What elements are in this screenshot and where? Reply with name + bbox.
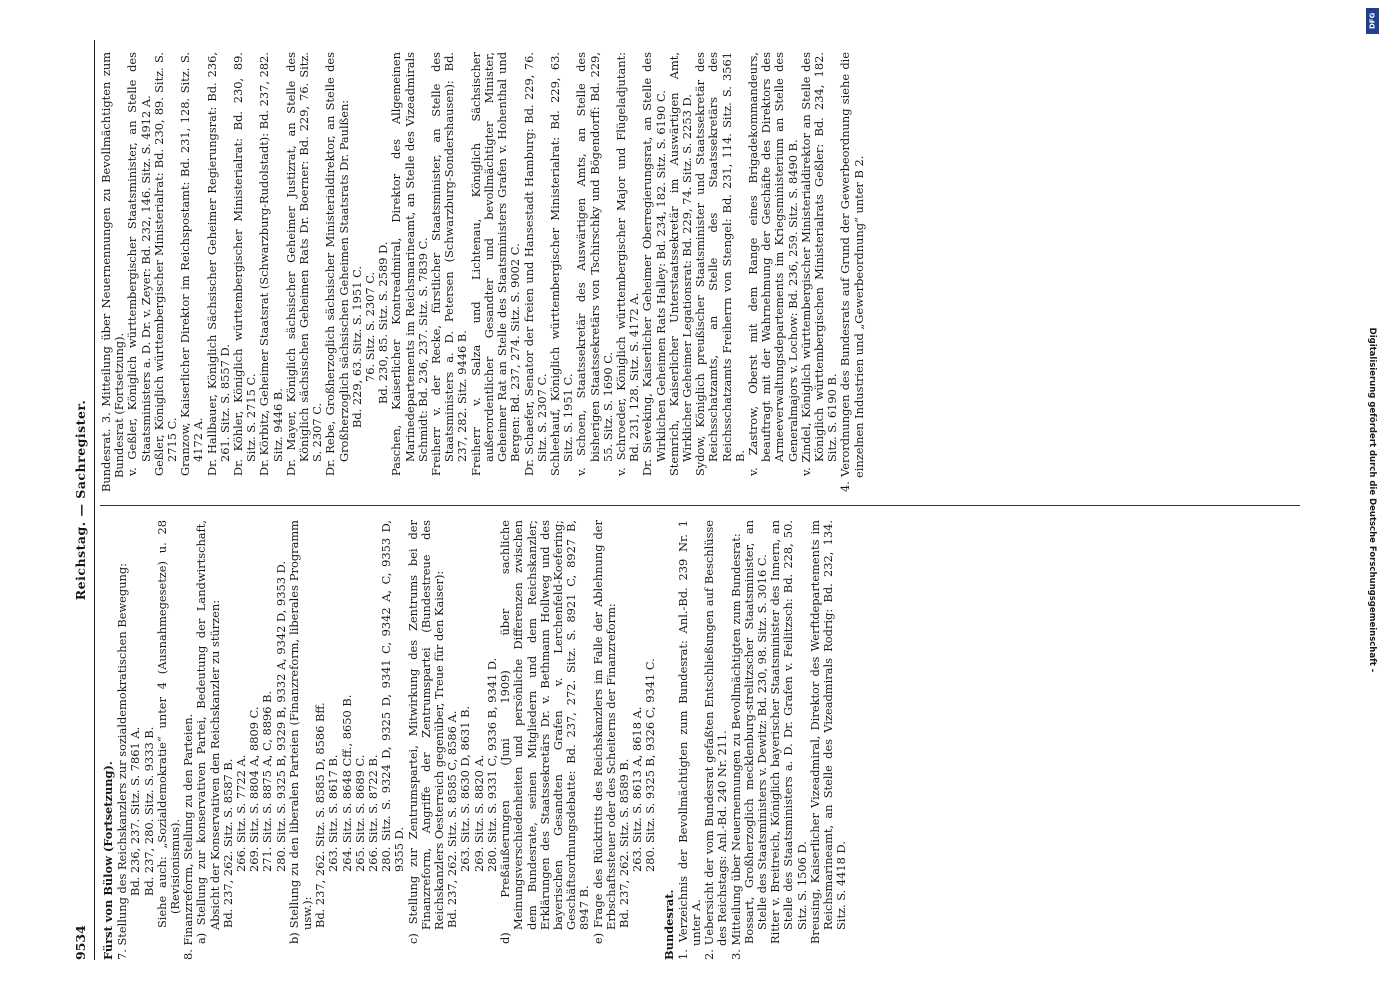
section-heading: Fürst von Bülow (Fortsetzung).	[101, 761, 115, 960]
index-entry: Sydow, Königlich preußischer Staatsminister und Staatssekretär des Reichsschatzamts, an Stelle des Staatssekretärs des Reichsschatzamts Freiherrn von Stengel: Bd. 231, 114. Sitz. S. 3561 B.	[693, 48, 747, 476]
index-entry: Bundesrat. 3. Mitteilung über Neuernennungen zu Bevollmächtigten zum Bundesrat (Fortsetzung).	[99, 48, 127, 492]
index-entry: Stemrich, Kaiserlicher Unterstaatssekretär im Auswärtigen Amt, Wirklicher Geheimer Legationsrat: Bd. 229, 74. Sitz. S. 2253 D.	[666, 48, 694, 476]
right-column	[99, 48, 1300, 492]
index-entry: Bd. 237, 262. Sitz. S. 8585 D, 8586 Bff.	[313, 702, 328, 928]
index-entry: 1. Verzeichnis der Bevollmächtigten zum Bundesrat: Anl.-Bd. 239 Nr. 1 unter A.	[675, 516, 703, 960]
index-entry: Dr. Hallbauer, Königlich Sächsischer Geheimer Regierungsrat: Bd. 236, 261. Sitz. S. 8557 D.	[204, 48, 232, 476]
index-entry: Bd. 237, 262. Sitz. S. 8589 B.	[616, 758, 631, 928]
scanned-page	[70, 40, 1300, 960]
index-entry: v. Schroeder, Königlich württembergischer Major und Flügeladjutant: Bd. 231, 128. Sitz. S. 4172 A.	[613, 48, 642, 476]
index-entry: v. Geßler, Königlich württembergischer Staatsminister, an Stelle des Staatsministers a. D. Dr. v. Zeyer: Bd. 232, 146. Sitz. S. 4912 A.	[125, 48, 153, 476]
index-entry: 266. Sitz. S. 7722 A.	[234, 754, 249, 872]
index-entry: 280. Sitz. S. 9325 B, 9326 C, 9341 C.	[643, 658, 658, 872]
index-entry: v. Schoen, Staatssekretär des Auswärtigen Amts, an Stelle des bisherigen Staatssekretärs von Tschirschky und Bögendorff: Bd. 229, 55. Sitz. S. 1690 C.	[574, 48, 615, 476]
index-entry: 3. Mitteilung über Neuernennungen zu Bevollmächtigten zum Bundesrat:	[728, 533, 743, 960]
index-entry: 4. Verordnungen des Bundesrats auf Grund der Gewerbeordnung siehe die einzelnen Industrien und „Gewerbeordnung“ unter B 2.	[838, 48, 866, 492]
running-title: Reichstag. — Sachregister.	[73, 399, 88, 601]
left-column	[100, 516, 1300, 960]
index-entry: 280. Sitz. S. 9331 C, 9336 B, 9341 D.	[484, 657, 499, 872]
index-entry: Paschen, Kaiserlicher Kontreadmiral, Direktor des Allgemeinen Marinedepartements im Reichsmarineamt, an Stelle des Vizeadmirals Schmidt: Bd. 236, 237. Sitz. S. 7839 C.	[389, 48, 430, 476]
index-entry: Dr. Köhler, Königlich württembergischer Ministerialrat: Bd. 230, 89. Sitz. S. 2715 C.	[231, 48, 259, 476]
page-number: 9534	[73, 925, 88, 960]
index-entry: Granzow, Kaiserlicher Direktor im Reichspostamt: Bd. 231, 128. Sitz. S. 4172 A.	[178, 48, 206, 476]
index-entry: a) Stellung zur konservativen Partei, Bedeutung der Landwirtschaft, Absicht der Konservativen den Reichskanzler zu stürzen:	[194, 516, 222, 944]
index-entry: 8. Finanzreform, Stellung zu den Parteien.	[181, 713, 196, 960]
index-entry: Ritter v. Breitreich, Königlich bayerischer Staatsminister des Innern, an Stelle des Staatsministers a. D. Dr. Grafen v. Feilitzsch: Bd. 228, 50. Sitz. S. 1506 D.	[768, 516, 809, 944]
running-header	[70, 40, 94, 960]
index-entry: Bd. 229, 63. Sitz. S. 1951 C.	[349, 265, 364, 428]
index-entry: v. Zastrow, Oberst mit dem Range eines Brigadekommandeurs, beauftragt mit der Wahrnehmung der Geschäfte des Direktors des Armeeverwaltungsdepartements im Kriegsministerium an Stelle des Generalmajors v. Lochow: Bd. 236, 259. Sitz. S. 8490 B.	[745, 48, 800, 476]
index-entry: 269. Sitz. S. 8820 A.	[471, 754, 486, 872]
digitization-credit: Digitalisierung gefördert durch die Deutsche Forschungsgemeinschaft -	[1367, 327, 1377, 673]
index-entry: e) Frage des Rücktritts des Reichskanzlers im Falle der Ablehnung der Erbschaftssteuer oder des Scheiterns der Finanzreform:	[590, 516, 618, 944]
index-entry: 263. Sitz. S. 8613 A, 8618 A.	[630, 706, 645, 872]
index-entry: Breusing, Kaiserlicher Vizeadmiral, Direktor des Werftdepartements im Reichsmarineamt, an Stelle des Vizeadmirals Rodrig: Bd. 232, 134. Sitz. S. 4418 D.	[807, 516, 849, 944]
index-entry: 2. Uebersicht der vom Bundesrat gefaßten Entschließungen auf Beschlüsse des Reichstags: Anl.-Bd. 240 Nr. 211.	[702, 516, 730, 960]
section-heading: Bundesrat.	[661, 889, 676, 960]
index-entry: b) Stellung zu den liberalen Parteien (Finanzreform, liberales Programm usw.):	[286, 516, 315, 944]
index-entry: Geßler, Königlich württembergischer Ministerialrat: Bd. 230, 89. Sitz. S. 2715 C.	[151, 48, 180, 476]
index-entry: 7. Stellung des Reichskanzlers zur sozialdemokratischen Bewegung:	[115, 562, 130, 960]
index-entry: 76. Sitz. S. 2307 C.	[363, 271, 378, 382]
index-entry: 280. Sitz. S. 9325 B, 9329 B, 9332 A, 9342 D, 9353 D.	[273, 561, 288, 872]
index-entry: Bd. 237, 262. Sitz. S. 8585 C, 8586 A.	[445, 710, 460, 928]
index-entry: Bd. 230, 85. Sitz. S. 2589 D.	[376, 241, 391, 404]
index-entry: Dr. Schaefer, Senator der freien und Hansestadt Hamburg: Bd. 229, 76. Sitz. S. 2307 C.	[521, 48, 549, 476]
header-rule	[94, 40, 95, 960]
index-entry: Bd. 236, 237. Sitz. S. 7861 A.	[128, 726, 143, 896]
entry-gap	[658, 520, 661, 960]
index-entry: 263. Sitz. S. 8630 D, 8631 B.	[458, 705, 473, 872]
index-entry: c) Stellung zur Zentrumspartei, Mitwirkung des Zentrums bei der Finanzreform, Angriffe der Zentrumspartei (Bundestreue des Reichskanzlers Oesterreich gegenüber, Treue für den Kaiser):	[405, 516, 447, 944]
index-entry: 266. Sitz. S. 8722 B.	[366, 754, 381, 872]
index-entry: 265. Sitz. S. 8689 C.	[352, 754, 367, 872]
index-entry: 280. Sitz. S. 9324 D, 9325 D, 9341 C, 9342 A, C, 9353 D, 9355 D.	[379, 516, 407, 872]
index-entry: Dr. Rebe, Großherzoglich sächsischer Ministerialdirektor, an Stelle des Großherzoglich sächsischen Geheimen Staatsrats Dr. Paulßen:	[323, 48, 351, 476]
dfg-logo: DFG	[1366, 8, 1379, 34]
index-entry: v. Zindel, Königlich württembergischer Ministerialdirektor an Stelle des Königlich württembergischen Ministerialrats Geßler: Bd. 234, 182. Sitz. S. 6190 B.	[798, 48, 840, 476]
index-entry: Freiherr v. Salza und Lichtenau, Königlich Sächsischer außerordentlicher Gesandter und bevollmächtigter Minister, Geheimer Rat an Stelle des Staatsministers Grafen v. Hohenthal und Bergen: Bd. 237, 274. Sitz. S. 9002 C.	[468, 48, 523, 476]
index-entry: 269. Sitz. S. 8804 A, 8809 C.	[247, 706, 262, 872]
index-entry: 263. Sitz. S. 8617 B.	[326, 754, 341, 872]
index-entry: Dr. Mayer, Königlich sächsischer Geheimer Justizrat, an Stelle des Königlich sächsischen Geheimen Rats Dr. Boerner: Bd. 229, 76. Sitz. S. 2307 C.	[283, 48, 325, 476]
index-entry: Dr. Sieveking, Kaiserlicher Geheimer Oberregierungsrat, an Stelle des Wirklichen Geheimen Rats Halley: Bd. 234, 182. Sitz. S. 6190 C.	[640, 48, 668, 476]
column-divider	[100, 505, 1300, 506]
index-entry: Freiherr v. der Recke, fürstlicher Staatsminister, an Stelle des Staatsministers a. D. Petersen (Schwarzburg-Sondershausen): Bd. 237, 282. Sitz. 9446 B.	[429, 48, 470, 476]
index-entry: Bd. 237, 262. Sitz. S. 8587 B.	[220, 758, 235, 928]
index-entry: d) Preßäußerungen (Juni 1909) über sachliche Meinungsverschiedenheiten und persönliche Differenzen zwischen dem Bundesrate, seinen Mitgliedern und dem Reichskanzler; Erklärungen des Staatssekretärs Dr. v. Bethmann Hollweg und des bayerischen Gesandten Grafen v. Lerchenfeld-Koefering; Geschäftsordnungsdebatte: Bd. 237, 272. Sitz. S. 8921 C, 8927 B, 8947 B.	[498, 516, 592, 944]
index-entry: 271. Sitz. S. 8875 A, C, 8896 B.	[260, 690, 275, 872]
index-entry: Bd. 237, 280. Sitz. S. 9333 B.	[141, 726, 156, 896]
index-entry: Dr. Körbitz, Geheimer Staatsrat (Schwarzburg-Rudolstadt): Bd. 237, 282. Sitz. 9446 B.	[257, 48, 285, 476]
index-entry: Schleehauf, Königlich württembergischer Ministerialrat: Bd. 229, 63. Sitz. S. 1951 C.	[547, 48, 576, 476]
index-entry: Bossart, Großherzoglich mecklenburg-strelitzscher Staatsminister, an Stelle des Staatsministers v. Dewitz: Bd. 230, 98. Sitz. S. 3016 C.	[741, 516, 769, 944]
index-entry: Siehe auch: „Sozialdemokratie“ unter 4 (Ausnahmegesetze) u. 28 (Revisionismus).	[154, 516, 183, 928]
index-entry: 264. Sitz. S. 8648 Cff., 8650 B.	[339, 694, 354, 872]
